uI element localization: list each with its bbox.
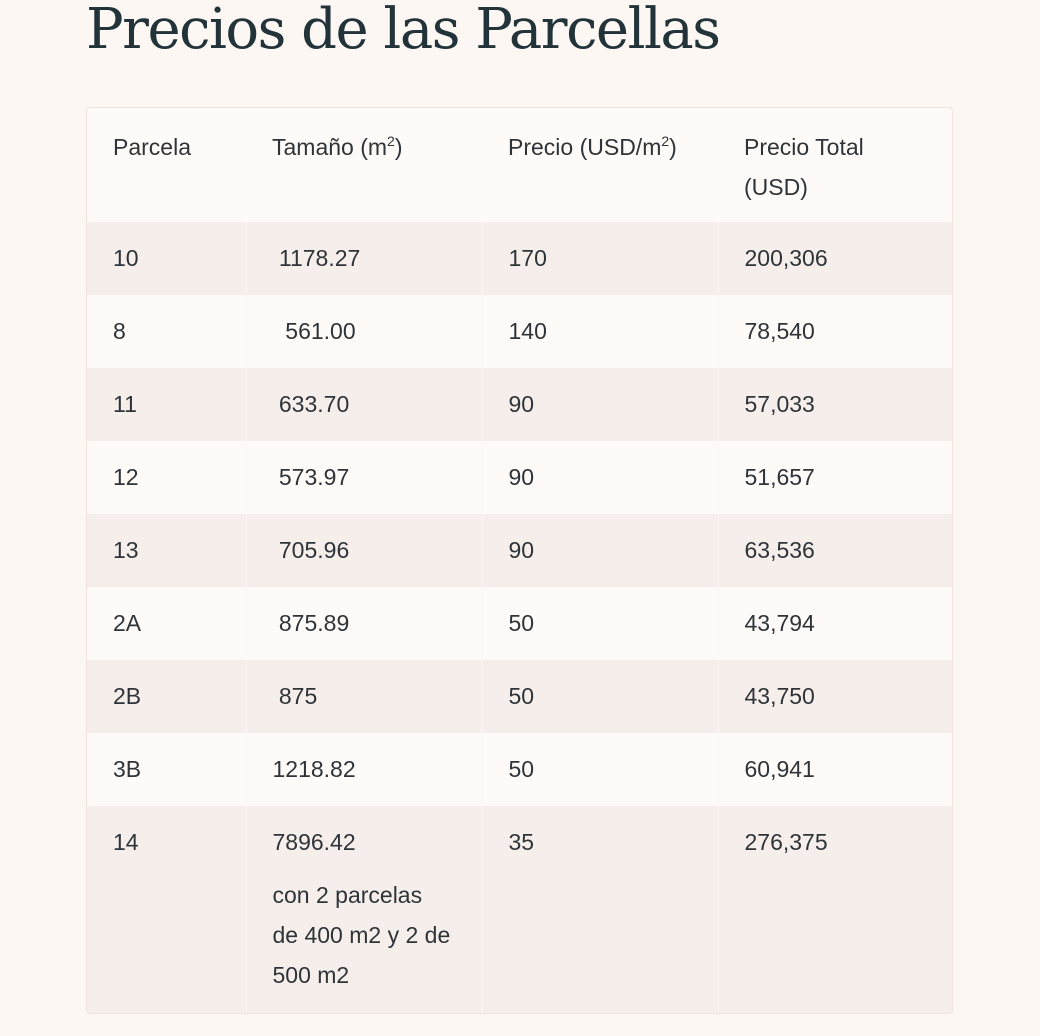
table-row bbox=[87, 514, 953, 587]
table-row bbox=[87, 441, 953, 514]
cell-tamano: 1218.82 bbox=[246, 733, 482, 806]
table-row bbox=[87, 660, 953, 733]
header-parcela-label: Parcela bbox=[113, 134, 191, 160]
cell-parcela: 13 bbox=[113, 537, 139, 563]
cell-parcela: 3B bbox=[113, 756, 142, 782]
header-row bbox=[87, 108, 953, 222]
cell-precio: 170 bbox=[482, 222, 718, 295]
cell-tamano bbox=[246, 806, 482, 1014]
table-row bbox=[87, 733, 953, 806]
cell-precio: 50 bbox=[482, 733, 718, 806]
price-table-container bbox=[86, 107, 953, 1014]
cell-total: 200,306 bbox=[718, 222, 953, 295]
cell-precio: 90 bbox=[482, 441, 718, 514]
cell-tamano: 875.89 bbox=[246, 587, 482, 660]
header-precio bbox=[482, 108, 718, 222]
cell-tamano: 705.96 bbox=[246, 514, 482, 587]
cell-parcela: 11 bbox=[113, 391, 137, 417]
header-precio-close: ) bbox=[669, 134, 677, 160]
cell-tamano: 561.00 bbox=[246, 295, 482, 368]
cell-total: 51,657 bbox=[718, 441, 953, 514]
cell-parcela: 2A bbox=[113, 610, 142, 636]
header-tamano-close: ) bbox=[394, 134, 403, 160]
header-tamano-sup: 2 bbox=[387, 133, 395, 149]
page-title: Precios de las Parcellas bbox=[86, 0, 720, 62]
cell-total: 57,033 bbox=[718, 368, 953, 441]
table-row bbox=[87, 368, 953, 441]
cell-total: 276,375 bbox=[718, 806, 953, 1014]
table-row bbox=[87, 295, 953, 368]
cell-precio: 90 bbox=[482, 514, 718, 587]
price-table bbox=[87, 108, 953, 1014]
cell-precio: 50 bbox=[482, 660, 718, 733]
cell-precio: 90 bbox=[482, 368, 718, 441]
table-row bbox=[87, 587, 953, 660]
table-row bbox=[87, 806, 953, 1014]
cell-total: 63,536 bbox=[718, 514, 953, 587]
cell-precio: 35 bbox=[482, 806, 718, 1014]
cell-tamano: 573.97 bbox=[246, 441, 482, 514]
table-body bbox=[87, 222, 953, 1014]
table-header bbox=[87, 108, 953, 222]
cell-tamano-value: 7896.42 bbox=[272, 829, 356, 855]
header-parcela bbox=[87, 108, 246, 222]
header-tamano-label: Tamaño (m bbox=[272, 134, 388, 160]
cell-tamano-note: con 2 parcelas de 400 m2 y 2 de 500 m2 bbox=[272, 882, 464, 988]
header-precio-label: Precio (USD/m bbox=[508, 134, 662, 160]
cell-parcela: 8 bbox=[113, 318, 126, 344]
cell-parcela: 10 bbox=[113, 245, 139, 271]
cell-parcela: 12 bbox=[113, 464, 139, 490]
cell-total: 43,794 bbox=[718, 587, 953, 660]
header-tamano bbox=[246, 108, 482, 222]
cell-total: 43,750 bbox=[718, 660, 953, 733]
cell-total: 78,540 bbox=[718, 295, 953, 368]
cell-parcela: 2B bbox=[113, 683, 142, 709]
cell-precio: 50 bbox=[482, 587, 718, 660]
cell-parcela: 14 bbox=[113, 829, 139, 855]
cell-total: 60,941 bbox=[718, 733, 953, 806]
cell-tamano: 1178.27 bbox=[246, 222, 482, 295]
header-precio-total-label: Precio Total (USD) bbox=[744, 134, 864, 200]
cell-tamano: 875 bbox=[246, 660, 482, 733]
cell-precio: 140 bbox=[482, 295, 718, 368]
header-precio-total bbox=[718, 108, 953, 222]
cell-tamano: 633.70 bbox=[246, 368, 482, 441]
header-precio-sup: 2 bbox=[661, 133, 670, 149]
table-row bbox=[87, 222, 953, 295]
